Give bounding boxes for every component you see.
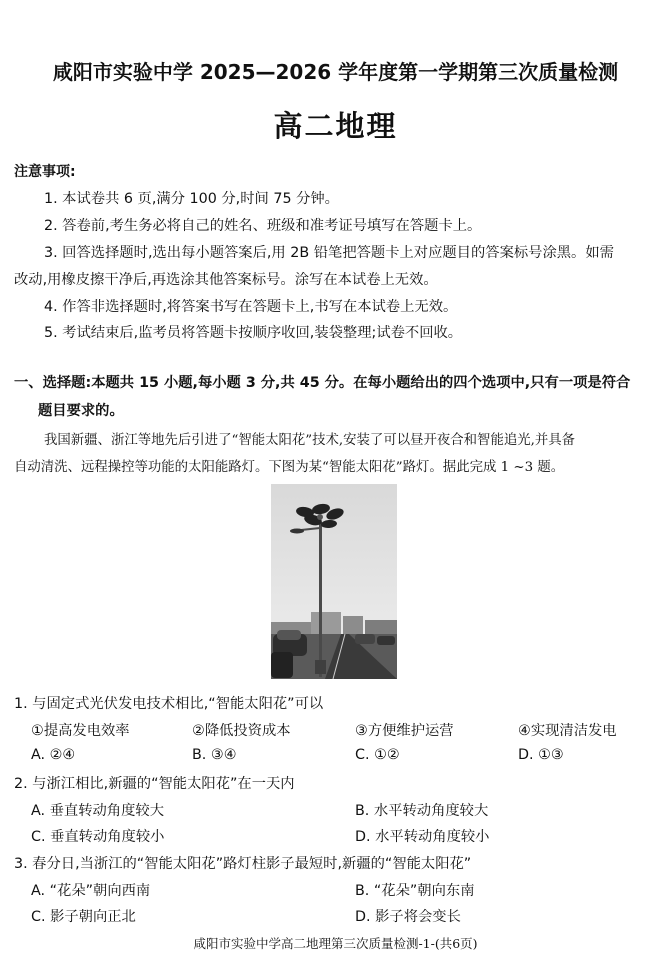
section-heading-cont: 题目要求的。 xyxy=(38,403,124,419)
question-1-option-b: B. ③④ xyxy=(192,747,237,763)
exam-subject: 高二地理 xyxy=(273,109,398,143)
question-2-option-a: A. 垂直转动角度较大 xyxy=(31,803,164,819)
question-2-option-c: C. 垂直转动角度较小 xyxy=(31,829,165,845)
notice-item-5: 5. 考试结束后,监考员将答题卡按顺序收回,装袋整理;试卷不回收。 xyxy=(44,325,463,341)
intro-line-2: 自动清洗、远程操控等功能的太阳能路灯。下图为某“智能太阳花”路灯。据此完成 1 ~3 题。 xyxy=(14,460,565,475)
question-3-option-a: A. “花朵”朝向西南 xyxy=(31,883,151,899)
question-3-option-d: D. 影子将会变长 xyxy=(355,909,461,925)
question-2-option-b: B. 水平转动角度较大 xyxy=(355,803,489,819)
question-1-item-1: ①提高发电效率 xyxy=(31,723,130,739)
question-3-stem: 3. 春分日,当浙江的“智能太阳花”路灯柱影子最短时,新疆的“智能太阳花” xyxy=(14,856,472,872)
question-3-option-b: B. “花朵”朝向东南 xyxy=(355,883,475,899)
question-1-option-a: A. ②④ xyxy=(31,747,76,763)
intro-line-1: 我国新疆、浙江等地先后引进了“智能太阳花”技术,安装了可以昼开夜合和智能追光,并具备 xyxy=(44,433,576,448)
question-1-stem: 1. 与固定式光伏发电技术相比,“智能太阳花”可以 xyxy=(14,696,324,712)
question-2-stem: 2. 与浙江相比,新疆的“智能太阳花”在一天内 xyxy=(14,776,295,792)
question-3-option-c: C. 影子朝向正北 xyxy=(31,909,136,925)
notice-heading: 注意事项: xyxy=(14,164,76,180)
notice-item-3-cont: 改动,用橡皮擦干净后,再选涂其他答案标号。涂写在本试卷上无效。 xyxy=(14,272,438,288)
question-1-item-4: ④实现清洁发电 xyxy=(518,723,617,739)
notice-item-2: 2. 答卷前,考生务必将自己的姓名、班级和准考证号填写在答题卡上。 xyxy=(44,218,482,234)
question-1-item-3: ③方便维护运营 xyxy=(355,723,454,739)
notice-item-3: 3. 回答选择题时,选出每小题答案后,用 2B 铅笔把答题卡上对应题目的答案标号涂黑。如需 xyxy=(44,245,614,261)
section-heading: 一、选择题:本题共 15 小题,每小题 3 分,共 45 分。在每小题给出的四个选项中,只有一项是符合 xyxy=(14,375,631,391)
question-1-option-c: C. ①② xyxy=(355,747,400,763)
notice-item-4: 4. 作答非选择题时,将答案书写在答题卡上,书写在本试卷上无效。 xyxy=(44,299,458,315)
notice-item-1: 1. 本试卷共 6 页,满分 100 分,时间 75 分钟。 xyxy=(44,191,339,207)
page-footer: 咸阳市实验中学高二地理第三次质量检测-1-(共6页) xyxy=(193,936,478,951)
question-1-item-2: ②降低投资成本 xyxy=(192,723,291,739)
solar-flower-streetlight-photo xyxy=(271,484,397,679)
question-2-option-d: D. 水平转动角度较小 xyxy=(355,829,490,845)
exam-title: 咸阳市实验中学 2025—2026 学年度第一学期第三次质量检测 xyxy=(52,60,619,84)
question-1-option-d: D. ①③ xyxy=(518,747,564,763)
